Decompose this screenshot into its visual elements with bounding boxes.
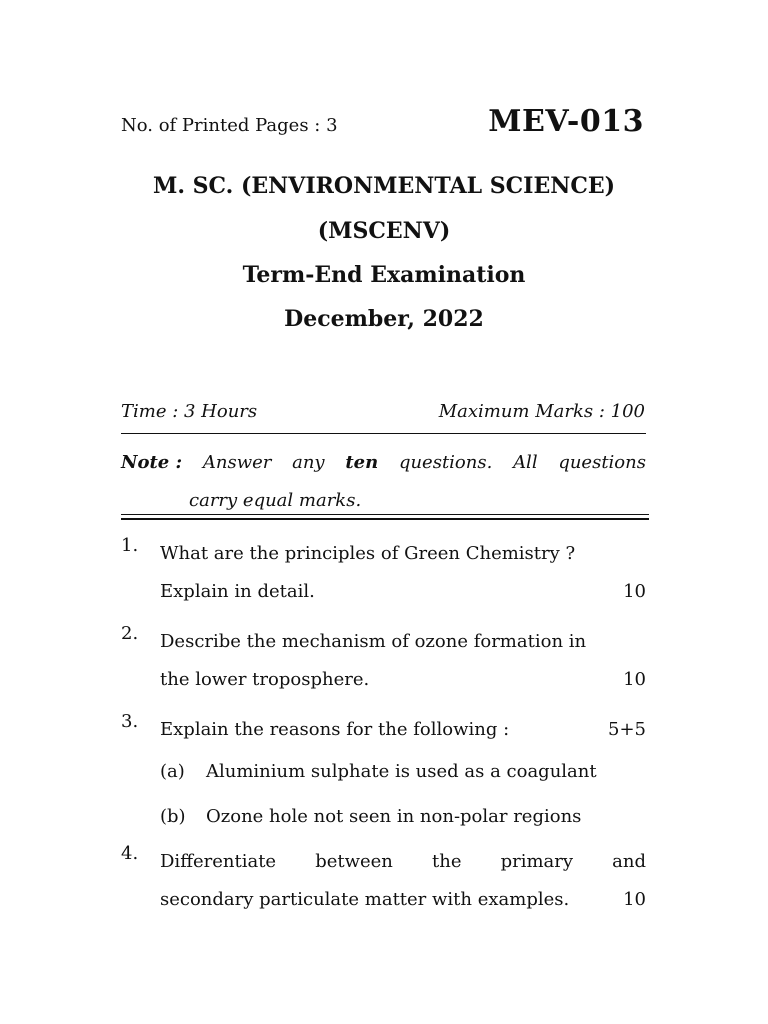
exam-name: Term-End Examination <box>242 262 526 288</box>
question-text: the lower troposphere. <box>160 669 370 690</box>
subquestion-item <box>160 794 646 839</box>
double-divider-bottom <box>121 518 649 520</box>
question-marks: 5+5 <box>608 719 646 740</box>
question-text: Explain in detail. <box>160 581 315 602</box>
question-item <box>121 623 646 711</box>
question-item <box>121 711 646 843</box>
question-marks: 10 <box>623 669 646 690</box>
question-marks: 10 <box>623 581 646 602</box>
question-word: and <box>612 851 646 872</box>
paper-code: MEV-013 <box>488 104 644 139</box>
question-number: 4. <box>121 843 139 864</box>
question-word: primary <box>500 851 574 872</box>
subquestion-text: Ozone hole not seen in non-polar regions <box>206 806 582 827</box>
subquestion-item <box>160 749 646 794</box>
question-word: between <box>315 851 393 872</box>
note-word: Answer <box>202 452 272 473</box>
note-word: any <box>292 452 325 473</box>
subquestion-label: (b) <box>160 806 186 827</box>
maximum-marks: Maximum Marks : 100 <box>438 401 645 422</box>
subquestion-text: Aluminium sulphate is used as a coagulant <box>206 761 597 782</box>
note-word: All <box>513 452 538 473</box>
printed-pages-count: No. of Printed Pages : 3 <box>121 115 338 136</box>
question-text: secondary particulate matter with examples. <box>160 889 570 910</box>
note-continuation: carry equal marks. <box>189 490 362 511</box>
question-item <box>121 843 646 919</box>
note-word: questions <box>558 452 646 473</box>
program-code: (MSCENV) <box>317 218 451 244</box>
divider-line <box>121 433 646 434</box>
subquestion-label: (a) <box>160 761 185 782</box>
question-text: Describe the mechanism of ozone formation in <box>160 631 587 652</box>
question-text: What are the principles of Green Chemistry ? <box>160 543 576 564</box>
question-number: 2. <box>121 623 139 644</box>
exam-note <box>121 444 646 520</box>
note-word: questions. <box>398 452 493 473</box>
question-list <box>121 535 646 919</box>
question-number: 3. <box>121 711 139 732</box>
program-title: M. SC. (ENVIRONMENTAL SCIENCE) <box>152 173 616 199</box>
question-word: Differentiate <box>160 851 277 872</box>
exam-date: December, 2022 <box>284 306 484 332</box>
question-number: 1. <box>121 535 139 556</box>
question-word: the <box>432 851 462 872</box>
question-item <box>121 535 646 623</box>
exam-duration: Time : 3 Hours <box>121 401 258 422</box>
note-word-emphasis: ten <box>345 452 379 473</box>
note-label: Note : <box>121 452 183 473</box>
double-divider-top <box>121 514 649 515</box>
question-marks: 10 <box>623 889 646 910</box>
question-text: Explain the reasons for the following : <box>160 719 510 740</box>
